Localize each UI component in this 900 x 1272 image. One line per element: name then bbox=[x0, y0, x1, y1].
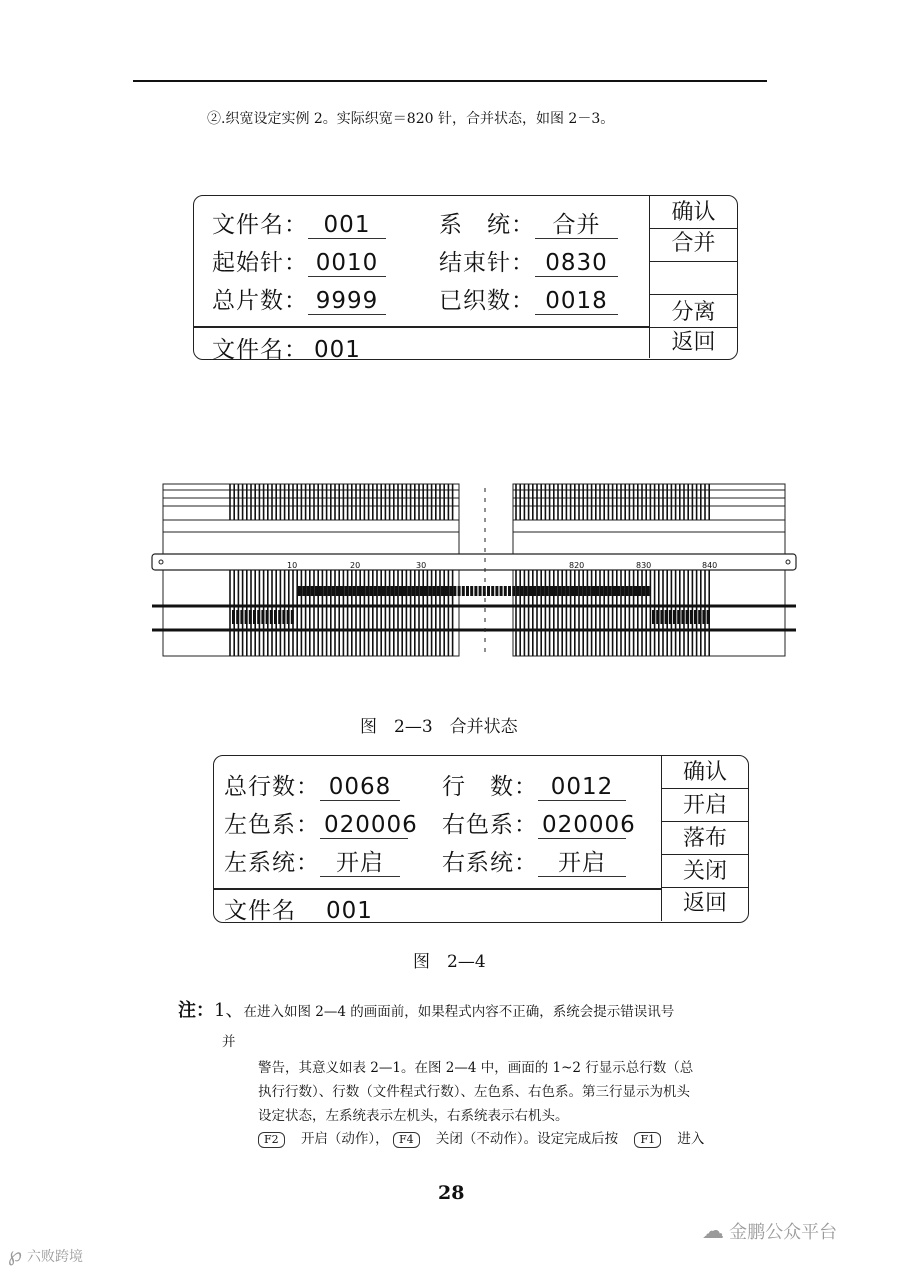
selected-needle-block bbox=[525, 586, 528, 596]
footer-divider bbox=[194, 326, 649, 328]
panel2-button-column bbox=[661, 756, 748, 921]
system-label: 系 统： bbox=[439, 212, 535, 238]
selected-needle-block bbox=[647, 586, 650, 596]
file-label: 文件名： bbox=[212, 212, 308, 238]
file-value[interactable]: 001 bbox=[308, 212, 386, 239]
row-field bbox=[442, 768, 626, 801]
wechat-icon: ☁ bbox=[702, 1219, 724, 1244]
selected-needle-block bbox=[336, 586, 339, 596]
f1-key-icon: F1 bbox=[634, 1132, 661, 1148]
note-line-2: 警告，其意义如表 2—1。在图 2—4 中，画面的 1~2 行显示总行数（总 bbox=[258, 1060, 694, 1076]
selected-needle-block bbox=[386, 586, 389, 596]
selected-needle-block bbox=[563, 586, 566, 596]
selected-needle-block-low bbox=[690, 610, 693, 624]
selected-needle-block bbox=[340, 586, 343, 596]
selected-needle-block bbox=[542, 586, 545, 596]
selected-needle-block-low bbox=[278, 610, 281, 624]
selected-needle-block bbox=[609, 586, 612, 596]
end-label: 结束针： bbox=[439, 250, 535, 276]
total-rows-label: 总行数： bbox=[224, 774, 320, 800]
start-value[interactable]: 0010 bbox=[308, 250, 386, 277]
needle-ruler bbox=[152, 554, 796, 570]
note-line-3: 执行行数）、行数（文件程式行数）、左色系、右色系。第三行显示为机头 bbox=[258, 1084, 690, 1100]
selected-needle-block bbox=[546, 586, 549, 596]
left-system-label: 左系统： bbox=[224, 850, 320, 876]
selected-needle-block bbox=[378, 586, 381, 596]
system-value[interactable]: 合并 bbox=[535, 212, 618, 239]
selected-needle-block bbox=[575, 586, 578, 596]
selected-needle-block-low bbox=[665, 610, 668, 624]
watermark-left-text: 六败跨境 bbox=[27, 1249, 84, 1265]
total-rows-field bbox=[224, 768, 400, 801]
selected-needle-block bbox=[479, 586, 482, 596]
start-label: 起始针： bbox=[212, 250, 308, 276]
selected-needle-block bbox=[558, 586, 561, 596]
selected-needle-block bbox=[449, 586, 452, 596]
selected-needle-block-low bbox=[249, 610, 252, 624]
selected-needle-block bbox=[588, 586, 591, 596]
selected-needle-block-low bbox=[291, 610, 294, 624]
watermark-left bbox=[8, 1242, 83, 1266]
needle-bed-svg bbox=[150, 480, 798, 660]
selected-needle-block-low bbox=[236, 610, 239, 624]
open-button[interactable]: 开启 bbox=[662, 789, 748, 822]
right-system-value[interactable]: 开启 bbox=[538, 850, 626, 877]
note-line-1 bbox=[178, 996, 674, 1022]
selected-needle-block bbox=[579, 586, 582, 596]
right-system-label: 右系统： bbox=[442, 850, 538, 876]
selected-needle-block-low bbox=[656, 610, 659, 624]
selected-needle-block-low bbox=[694, 610, 697, 624]
selected-needle-block bbox=[374, 586, 377, 596]
selected-needle-block-low bbox=[232, 610, 235, 624]
close-button[interactable]: 关闭 bbox=[662, 855, 748, 888]
selected-needle-block-low bbox=[686, 610, 689, 624]
selected-needle-block bbox=[344, 586, 347, 596]
f2-key-icon: F2 bbox=[258, 1132, 285, 1148]
selected-needle-block bbox=[529, 586, 532, 596]
note-line-1b: 并 bbox=[222, 1034, 236, 1050]
selected-needle-block bbox=[512, 586, 515, 596]
merge-button[interactable]: 合并 bbox=[650, 229, 737, 262]
selected-needle-block bbox=[550, 586, 553, 596]
tick-label-30: 30 bbox=[416, 561, 427, 570]
selected-needle-block bbox=[638, 586, 641, 596]
intro-text: ②.织宽设定实例 2。实际织宽＝820 针，合并状态，如图 2－3。 bbox=[207, 111, 615, 127]
selected-needle-block bbox=[626, 586, 629, 596]
selected-needle-block bbox=[495, 586, 498, 596]
figure-2-4-caption: 图 2—4 bbox=[413, 952, 486, 972]
selected-needle-block bbox=[407, 586, 410, 596]
selected-needle-block-low bbox=[677, 610, 680, 624]
selected-needle-block-low bbox=[673, 610, 676, 624]
selected-needle-block bbox=[458, 586, 461, 596]
f1-text: 进入 bbox=[677, 1131, 705, 1147]
selected-needle-block bbox=[470, 586, 473, 596]
selected-needle-block bbox=[466, 586, 469, 596]
selected-needle-block bbox=[323, 586, 326, 596]
selected-needle-block bbox=[353, 586, 356, 596]
footer-file bbox=[212, 331, 361, 364]
selected-needle-block bbox=[504, 586, 507, 596]
note-number: 1、 bbox=[214, 1000, 244, 1021]
selected-needle-block bbox=[567, 586, 570, 596]
selected-needle-block bbox=[382, 586, 385, 596]
selected-needle-block bbox=[298, 586, 301, 596]
total-label: 总片数： bbox=[212, 288, 308, 314]
settings-panel-merge bbox=[193, 195, 738, 363]
selected-needle-block-low bbox=[681, 610, 684, 624]
selected-needle-block bbox=[302, 586, 305, 596]
selected-needle-block bbox=[411, 586, 414, 596]
selected-needle-block bbox=[508, 586, 511, 596]
total-pieces-field bbox=[212, 282, 386, 315]
note-head: 注： bbox=[178, 1000, 214, 1021]
right-color-label: 右色系： bbox=[442, 812, 538, 838]
note-text-1: 在进入如图 2—4 的画面前，如果程式内容不正确，系统会提示错误讯号 bbox=[243, 1004, 675, 1020]
tick-label-820: 820 bbox=[569, 561, 585, 570]
selected-needle-block-low bbox=[669, 610, 672, 624]
selected-needle-block bbox=[441, 586, 444, 596]
left-color-label: 左色系： bbox=[224, 812, 320, 838]
selected-needle-block bbox=[630, 586, 633, 596]
selected-needle-block bbox=[369, 586, 372, 596]
tick-label-830: 830 bbox=[636, 561, 652, 570]
footer-file-value: 001 bbox=[314, 337, 361, 363]
selected-needle-block bbox=[621, 586, 624, 596]
selected-needle-block bbox=[315, 586, 318, 596]
end-value[interactable]: 0830 bbox=[535, 250, 618, 277]
selected-needle-block bbox=[432, 586, 435, 596]
footer-file-value-2: 001 bbox=[326, 898, 373, 924]
selected-needle-block bbox=[571, 586, 574, 596]
selected-needle-block bbox=[533, 586, 536, 596]
selected-needle-block-low bbox=[257, 610, 260, 624]
separate-button[interactable]: 分离 bbox=[650, 295, 737, 328]
selected-needle-block bbox=[487, 586, 490, 596]
selected-needle-block bbox=[634, 586, 637, 596]
knitted-count-field bbox=[439, 282, 618, 315]
panel1-button-column bbox=[649, 196, 737, 358]
footer-divider-2 bbox=[214, 888, 661, 890]
selected-needle-block bbox=[516, 586, 519, 596]
page-number: 28 bbox=[438, 1182, 465, 1204]
selected-needle-block bbox=[453, 586, 456, 596]
needle-bed-diagram bbox=[150, 480, 798, 660]
selected-needle-block bbox=[474, 586, 477, 596]
tick-label-20: 20 bbox=[350, 561, 361, 570]
selected-needle-block bbox=[437, 586, 440, 596]
selected-needle-block bbox=[491, 586, 494, 596]
selected-needle-block-low bbox=[702, 610, 705, 624]
selected-needle-block bbox=[424, 586, 427, 596]
left-system-field bbox=[224, 844, 400, 877]
row-value[interactable]: 0012 bbox=[538, 774, 626, 801]
tick-label-840: 840 bbox=[702, 561, 718, 570]
selected-needle-block bbox=[348, 586, 351, 596]
left-color-field bbox=[224, 806, 418, 839]
selected-needle-block bbox=[395, 586, 398, 596]
selected-needle-block-low bbox=[274, 610, 277, 624]
row-label: 行 数： bbox=[442, 774, 538, 800]
f2-text: 开启（动作）， bbox=[300, 1131, 389, 1147]
selected-needle-block bbox=[428, 586, 431, 596]
selected-needle-block bbox=[500, 586, 503, 596]
selected-needle-block bbox=[642, 586, 645, 596]
selected-needle-block bbox=[357, 586, 360, 596]
selected-needle-block bbox=[613, 586, 616, 596]
right-color-field bbox=[442, 806, 636, 839]
watermark-right bbox=[702, 1218, 837, 1244]
confirm-button[interactable]: 确认 bbox=[650, 196, 737, 229]
selected-needle-block-low bbox=[652, 610, 655, 624]
selected-needle-block-low bbox=[287, 610, 290, 624]
selected-needle-block bbox=[311, 586, 314, 596]
done-label: 已织数： bbox=[439, 288, 535, 314]
total-rows-value[interactable]: 0068 bbox=[320, 774, 400, 801]
right-system-field bbox=[442, 844, 626, 877]
footer-file-label-2: 文件名 bbox=[224, 898, 296, 924]
selected-needle-block-low bbox=[253, 610, 256, 624]
selected-needle-block-low bbox=[660, 610, 663, 624]
selected-needle-block-low bbox=[266, 610, 269, 624]
done-value[interactable]: 0018 bbox=[535, 288, 618, 315]
selected-needle-block bbox=[554, 586, 557, 596]
selected-needle-block bbox=[420, 586, 423, 596]
selected-needle-block-low bbox=[240, 610, 243, 624]
f4-key-icon: F4 bbox=[393, 1132, 420, 1148]
tick-label-10: 10 bbox=[287, 561, 298, 570]
selected-needle-block bbox=[592, 586, 595, 596]
left-color-value[interactable]: 020006 bbox=[320, 812, 408, 839]
note-line-4: 设定状态，左系统表示左机头，右系统表示右机头。 bbox=[258, 1108, 569, 1124]
drop-cloth-button[interactable]: 落布 bbox=[662, 822, 748, 855]
selected-needle-block bbox=[332, 586, 335, 596]
selected-needle-block-low bbox=[261, 610, 264, 624]
total-value[interactable]: 9999 bbox=[308, 288, 386, 315]
selected-needle-block bbox=[462, 586, 465, 596]
file-field bbox=[212, 206, 386, 239]
blank-button[interactable] bbox=[650, 262, 737, 295]
selected-needle-block bbox=[445, 586, 448, 596]
selected-needle-block-low bbox=[245, 610, 248, 624]
back-button[interactable]: 返回 bbox=[671, 330, 716, 355]
selected-needle-block bbox=[416, 586, 419, 596]
selected-needle-block bbox=[600, 586, 603, 596]
selected-needle-block bbox=[390, 586, 393, 596]
selected-needle-block bbox=[365, 586, 368, 596]
watermark-right-text: 金鹏公众平台 bbox=[729, 1222, 838, 1243]
end-needle-field bbox=[439, 244, 618, 277]
header-rule bbox=[133, 80, 767, 82]
selected-needle-block bbox=[403, 586, 406, 596]
swirl-icon: ℘ bbox=[8, 1242, 22, 1266]
selected-needle-block bbox=[596, 586, 599, 596]
selected-needle-block-low bbox=[282, 610, 285, 624]
footer-file-label: 文件名： bbox=[212, 337, 308, 363]
figure-2-3-caption: 图 2—3 合并状态 bbox=[360, 717, 518, 737]
left-system-value[interactable]: 开启 bbox=[320, 850, 400, 877]
selected-needle-block bbox=[521, 586, 524, 596]
selected-needle-block bbox=[327, 586, 330, 596]
back-button-2[interactable]: 返回 bbox=[682, 891, 727, 916]
right-color-value[interactable]: 020006 bbox=[538, 812, 626, 839]
selected-needle-block bbox=[306, 586, 309, 596]
selected-needle-block bbox=[617, 586, 620, 596]
selected-needle-block-low bbox=[698, 610, 701, 624]
selected-needle-block bbox=[584, 586, 587, 596]
f4-text: 关闭（不动作）。设定完成后按 bbox=[435, 1131, 619, 1147]
system-field bbox=[439, 206, 618, 239]
selected-needle-block-low bbox=[270, 610, 273, 624]
selected-needle-block bbox=[319, 586, 322, 596]
note-line-5 bbox=[258, 1127, 704, 1148]
selected-needle-block bbox=[605, 586, 608, 596]
start-needle-field bbox=[212, 244, 386, 277]
selected-needle-block bbox=[361, 586, 364, 596]
selected-needle-block bbox=[537, 586, 540, 596]
confirm-button-2[interactable]: 确认 bbox=[662, 756, 748, 789]
footer-file-2 bbox=[224, 892, 373, 925]
selected-needle-block bbox=[399, 586, 402, 596]
selected-needle-block-low bbox=[707, 610, 710, 624]
settings-panel-rows bbox=[213, 755, 749, 923]
